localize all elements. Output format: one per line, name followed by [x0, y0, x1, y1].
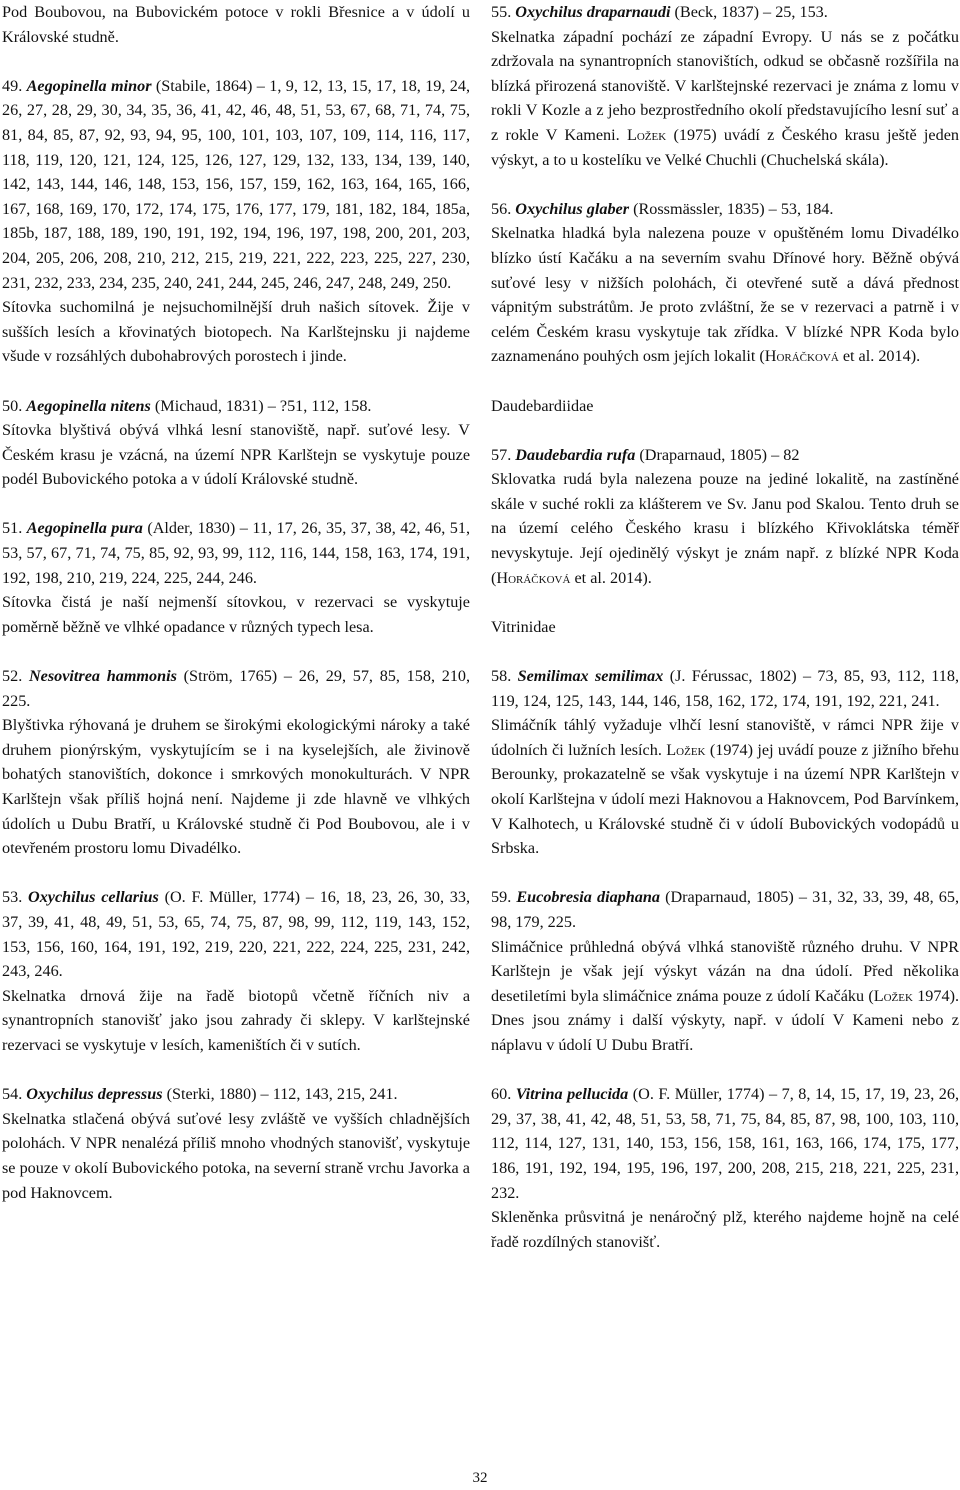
species-name: Oxychilus cellarius — [28, 888, 159, 907]
species-localities: 26, 29, 57, 85, 158, 210, 225. — [2, 667, 471, 710]
intro-paragraph — [2, 0, 470, 49]
page-number: 32 — [472, 1470, 488, 1486]
intro-text: Pod Boubovou, na Bubovickém potoce v rokli Břesnice a v údolí u Královské studně. — [2, 3, 470, 46]
family-heading-vitrinidae: Vitrinidae — [491, 617, 556, 636]
species-entry-50 — [2, 394, 470, 492]
species-number: 50. — [2, 396, 23, 415]
species-localities: 25, 153. — [775, 3, 828, 21]
reference-author: Horáčková — [496, 568, 571, 587]
species-name: Semilimax semilimax — [517, 667, 664, 686]
species-author: (O. F. Müller, 1774) – — [632, 1085, 778, 1104]
species-name: Eucobresia diaphana — [516, 888, 660, 907]
species-author: (Stabile, 1864) – — [155, 76, 265, 95]
species-localities: 11, 17, 26, 35, 37, 38, 42, 46, 51, 53, 57, 67, 71, 74, 75, 85, 92, 93, 99, 112, 116, 144, 158, 163, 174, 191, 192, 198, 210, 219, 224, 225, 244, 246. — [2, 519, 470, 587]
species-author: (O. F. Müller, 1774) – — [164, 888, 314, 907]
species-description: Sklovatka rudá byla nalezena pouze na jediné lokalitě, na zastíněné skále v suché rokli za klášterem ve Sv. Janu pod Skalou. Tento druh se na území celého Českého krasu i blízkého Křivoklátska téměř nevyskytuje. Její ojedinělý výskyt je znám např. z blízké NPR Koda (Horáčková et al. 2014). — [491, 470, 959, 587]
species-entry-60 — [491, 1082, 959, 1254]
species-author: (Ström, 1765) – — [183, 667, 293, 686]
species-localities: 82 — [783, 445, 800, 464]
reference-author: Ložek — [873, 986, 913, 1005]
species-entry-55 — [491, 0, 959, 172]
species-entry-59 — [491, 885, 959, 1057]
species-author: (Sterki, 1880) – — [166, 1085, 269, 1104]
species-description: Skelnatka hladká byla nalezena pouze v opuštěném lomu Divadélko blízko ústí Kačáku a na severním svahu Dřínové hory. Běžně obývá suťové lesy v nižších polohách, či otevřené sutě a dává přednost vápnitým substrátům. Je proto zvláštní, že se v rezervaci a patrně i v celém Českém krasu vyskytuje tak zřídka. V blízké NPR Koda bylo zaznamenáno pouhých osm jejích lokalit (Horáčková et al. 2014). — [491, 224, 959, 366]
species-name: Aegopinella nitens — [26, 396, 151, 415]
species-localities: 1, 9, 12, 13, 15, 17, 18, 19, 24, 26, 27, 28, 29, 30, 34, 35, 36, 41, 42, 46, 48, 51, 53, 67, 68, 71, 74, 75, 81, 84, 85, 87, 92, 93, 94, 95, 100, 101, 103, 107, 109, 114, 116, 117, 118, 119, 120, 121, 124, 125, 126, 127, 129, 132, 133, 134, 139, 140, 142, 143, 144, 146, 148, 153, 156, 157, 159, 162, 163, 164, 165, 166, 167, 168, 169, 170, 172, 174, 175, 176, 177, 179, 181, 182, 184, 185a, 185b, 187, 188, 189, 190, 191, 192, 194, 196, 197, 198, 200, 201, 203, 204, 205, 206, 208, 210, 212, 215, 219, 221, 222, 223, 225, 227, 230, 231, 232, 233, 234, 235, 240, 241, 244, 245, 246, 247, 248, 249, 250. — [2, 76, 471, 292]
species-author: (Draparnaud, 1805) – — [639, 445, 780, 464]
species-description: Skelnatka stlačená obývá suťové lesy zvláště ve vyšších chladnějších polohách. V NPR nenalézá příliš mnoho vhodných stanovišť, vyskytuje se pouze v okolí Bubovického potoka, na severní straně vrchu Javorka a pod Haknovcem. — [2, 1109, 470, 1202]
species-heading — [491, 197, 959, 222]
species-number: 54. — [2, 1085, 23, 1104]
species-heading — [2, 74, 470, 295]
species-heading — [2, 394, 470, 419]
species-description: Sítovka čistá je naší nejmenší sítovkou, v rezervaci se vyskytuje poměrně běžně ve vlhké opadance v různých typech lesa. — [2, 593, 470, 636]
species-description: Sítovka suchomilná je nejsuchomilnější druh našich sítovek. Žije v sušších lesích a křovinatých biotopech. Na Karlštejnsku ji najdeme všude v rozsáhlých dubohabrových porostech i jinde. — [2, 298, 470, 366]
species-author: (Michaud, 1831) – — [154, 396, 276, 415]
species-entry-52 — [2, 664, 470, 861]
species-author: (Beck, 1837) – — [674, 3, 772, 21]
species-name: Aegopinella minor — [26, 76, 152, 95]
species-entry-54 — [2, 1082, 470, 1205]
species-localities: 7, 8, 14, 15, 17, 19, 23, 26, 29, 37, 38, 41, 42, 48, 51, 53, 58, 71, 75, 84, 85, 87, 98, 100, 103, 110, 112, 114, 127, 131, 140, 153, 156, 158, 161, 163, 166, 174, 175, 177, 186, 191, 192, 194, 195, 196, 197, 200, 208, 215, 218, 221, 225, 231, 232. — [491, 1085, 960, 1202]
species-number: 57. — [491, 445, 512, 464]
species-heading — [2, 885, 470, 983]
species-name: Aegopinella pura — [26, 519, 143, 538]
species-description: Skleněnka průsvitná je nenáročný plž, kterého najdeme hojně na celé řadě rozdílných stanovišť. — [491, 1208, 959, 1251]
species-description: Sítovka blyštivá obývá vlhká lesní stanoviště, např. suťové lesy. V Českém krasu je vzácná, na území NPR Karlštejn se vyskytuje pouze podél Bubovického potoka a v údolí Královské studně. — [2, 421, 470, 489]
species-number: 59. — [491, 888, 512, 907]
left-column — [2, 0, 470, 1230]
species-number: 51. — [2, 519, 23, 538]
species-name: Oxychilus draparnaudi — [515, 3, 671, 21]
species-description: Slimáčník táhlý vyžaduje vlhčí lesní stanoviště, v rámci NPR žije v údolních či lužních lesích. Ložek (1974) jej uvádí pouze z jižního břehu Berounky, prokazatelně se však vyskytuje i na území NPR Karlštejn v okolí Karlštejna v údolí mezi Haknovou a Haknovcem, Pod Barvínkem, V Kalhotech, u Královské studně či v údolí Bubovických vodopádů u Srbska. — [491, 716, 960, 858]
species-entry-53 — [2, 885, 470, 1057]
species-heading — [2, 516, 470, 590]
species-localities: 112, 143, 215, 241. — [272, 1085, 398, 1104]
species-entry-56 — [491, 197, 959, 369]
reference-author: Ložek — [626, 125, 667, 144]
species-number: 53. — [2, 888, 23, 907]
species-name: Oxychilus depressus — [26, 1085, 163, 1104]
reference-author: Horáčková — [764, 347, 839, 366]
species-name: Daudebardia rufa — [515, 445, 636, 464]
species-name: Nesovitrea hammonis — [28, 667, 177, 686]
species-description: Skelnatka západní pochází ze západní Evropy. U nás se z počátku zdržovala na synantropních stanovištích, odkud se občasně rozšířila na blízká přirozená stanoviště. V karlštejnské rezervaci je známa z lomu v rokli V Kozle a z jeho bezprostředního okolí představujícího lesní suť a z rokle V Kameni. Ložek (1975) uvádí z Českého krasu ještě jeden výskyt, a to u kostelíku ve Velké Chuchli (Chuchelská skála). — [491, 27, 959, 169]
species-heading — [491, 885, 959, 934]
species-description: Blyštivka rýhovaná je druhem se širokými ekologickými nároky a také druhem pionýrským, vyskytujícím se i na kyselejších, ale živinově bohatých stanovištích, dokonce i smrkových monokulturách. V NPR Karlštejn však příliš hojná není. Najdeme ji zde hlavně ve vlhkých údolích u Dubu Bratří, u Královské studně či Pod Boubovou, ale i v otevřeném prostoru lomu Divadélko. — [2, 716, 470, 858]
reference-author: Ložek — [666, 740, 706, 759]
species-entry-51 — [2, 516, 470, 639]
species-number: 52. — [2, 667, 23, 686]
species-number: 49. — [2, 76, 23, 95]
species-entry-49 — [2, 74, 470, 369]
species-localities: 31, 32, 33, 39, 48, 65, 98, 179, 225. — [491, 888, 960, 931]
species-localities: 53, 184. — [780, 199, 834, 218]
species-description: Skelnatka drnová žije na řadě biotopů včetně říčních niv a synantropních stanovišť jako jsou zahrady či sklepy. V karlštejnské rezervaci se vyskytuje v lesích, kameništích či v sutích. — [2, 986, 470, 1054]
species-heading — [491, 443, 959, 468]
species-heading — [491, 664, 959, 713]
species-number: 60. — [491, 1085, 512, 1104]
species-number: 56. — [491, 199, 512, 218]
species-number: 55. — [491, 3, 512, 21]
species-description: Slimáčnice průhledná obývá vlhká stanoviště různého druhu. V NPR Karlštejn je však její výskyt vázán na dna údolí. Před několika desetiletími byla slimáčnice známa pouze z údolí Kačáku (Ložek 1974). Dnes jsou známy i další výskyty, např. v údolí V Kameni nebo z náplavu v údolí U Dubu Bratří. — [491, 937, 959, 1054]
species-number: 58. — [491, 667, 512, 686]
species-author: (Alder, 1830) – — [147, 519, 248, 538]
family-heading-daudebardiidae: Daudebardiidae — [491, 396, 594, 415]
species-author: (J. Férussac, 1802) – — [669, 667, 812, 686]
species-heading — [2, 1082, 470, 1107]
species-localities: 73, 85, 93, 112, 118, 119, 124, 125, 143, 144, 146, 158, 162, 172, 174, 191, 192, 221, 241. — [491, 667, 959, 710]
right-column — [491, 0, 959, 1279]
species-localities: 16, 18, 23, 26, 30, 33, 37, 39, 41, 48, 49, 51, 53, 65, 74, 75, 87, 98, 99, 112, 119, 143, 152, 153, 156, 160, 164, 191, 192, 219, 220, 221, 222, 224, 225, 231, 242, 243, 246. — [2, 888, 471, 981]
species-author: (Draparnaud, 1805) – — [665, 888, 807, 907]
species-heading — [2, 664, 470, 713]
species-localities: ?51, 112, 158. — [279, 396, 372, 415]
species-entry-58 — [491, 664, 959, 861]
species-entry-57 — [491, 443, 959, 591]
species-heading — [491, 0, 959, 25]
species-author: (Rossmässler, 1835) – — [633, 199, 777, 218]
species-name: Oxychilus glaber — [515, 199, 630, 218]
species-heading — [491, 1082, 959, 1205]
species-name: Vitrina pellucida — [515, 1085, 629, 1104]
